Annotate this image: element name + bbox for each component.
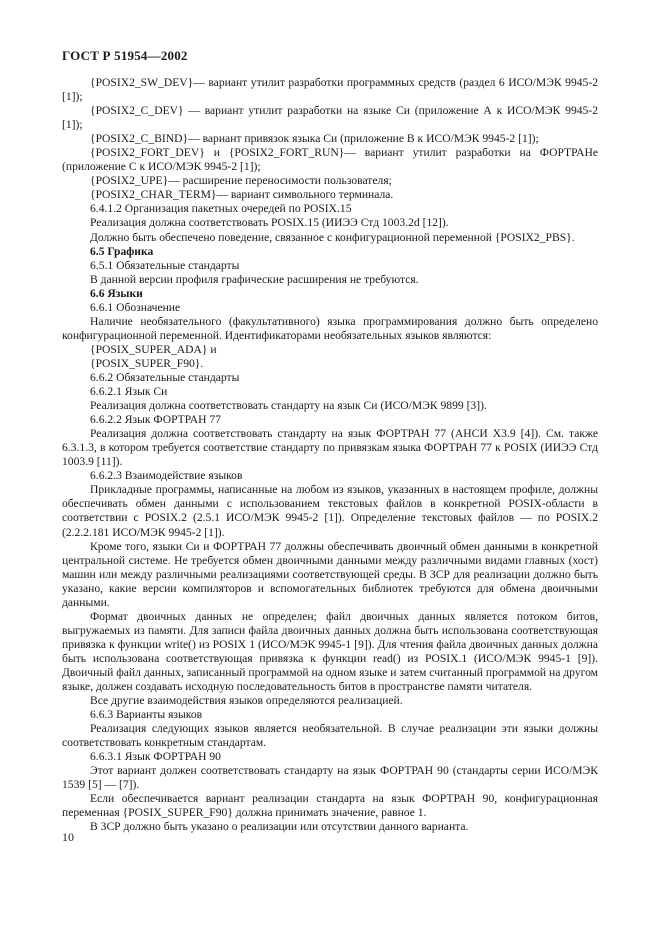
paragraph: Реализация должна соответствовать стандарту на язык ФОРТРАН 77 (АНСИ Х3.9 [4]). См. также 6.3.1.3, в котором требуется соответствие стандарту по привязкам языка ФОРТРАН 77 к POSIX (ИИЭЭ Стд 1003.9 [11]).: [62, 427, 598, 469]
subsection-heading: 6.6.2.3 Взаимодействие языков: [90, 469, 243, 483]
subsection-heading: 6.4.1.2 Организация пакетных очередей по POSIX.15: [90, 202, 352, 216]
paragraph: Реализация следующих языков является необязательной. В случае реализации эти языки должны соответствовать конкретным стандартам.: [62, 722, 598, 750]
paragraph: Если обеспечивается вариант реализации стандарта на язык ФОРТРАН 90, конфигурационная переменная {POSIX_SUPER_F90} должна принимать значение, равное 1.: [62, 792, 598, 820]
subsection-heading: 6.6.3.1 Язык ФОРТРАН 90: [90, 750, 221, 764]
paragraph: Все другие взаимодействия языков определяются реализацией.: [90, 694, 403, 708]
document-body: [62, 76, 598, 835]
paragraph: Кроме того, языки Си и ФОРТРАН 77 должны обеспечивать двоичный обмен данными в конкретной центральной системе. Не требуется обмен двоичными данными между различными видами главных (хост) машин или между различными реализациями соответствующей среды. В ЗСР для реализации должно быть указано, какие версии компиляторов и вспомогательных библиотек требуются для обмена двоичными данными.: [62, 539, 598, 609]
paragraph: В ЗСР должно быть указано о реализации или отсутствии данного варианта.: [90, 820, 469, 834]
paragraph: {POSIX_SUPER_F90}.: [90, 356, 204, 370]
subsection-heading: 6.6.3 Варианты языков: [90, 708, 203, 722]
paragraph: {POSIX2_FORT_DEV} и {POSIX2_FORT_RUN}— вариант утилит разработки на ФОРТРАНе (приложение С к ИСО/МЭК 9945-2 [1]);: [62, 146, 598, 174]
subsection-heading: 6.6.2.1 Язык Си: [90, 385, 168, 399]
paragraph: Наличие необязательного (факультативного) языка программирования должно быть определено конфигурационной переменной. Идентификаторами необязательных языков являются:: [62, 314, 598, 342]
subsection-heading: 6.6.1 Обозначение: [90, 300, 181, 314]
subsection-heading: 6.6.2 Обязательные стандарты: [90, 370, 240, 384]
document-header: ГОСТ Р 51954—2002: [62, 48, 188, 63]
paragraph: {POSIX2_UPE}— расширение переносимости пользователя;: [90, 174, 392, 188]
paragraph: Прикладные программы, написанные на любом из языков, указанных в настоящем профиле, должны обеспечивать обмен данными с использованием текстовых файлов в конкретной POSIX-области в соответствии с POSIX.2 (2.5.1 ИСО/МЭК 9945-2 [1]). Определение текстовых файлов — по POSIX.2 (2.2.2.181 ИСО/МЭК 9945-2 [1]).: [62, 483, 598, 539]
paragraph: Должно быть обеспечено поведение, связанное с конфигурационной переменной {POSIX2_PBS}.: [90, 230, 575, 244]
paragraph: Реализация должна соответствовать стандарту на язык Си (ИСО/МЭК 9899 [3]).: [90, 399, 487, 413]
subsection-heading: 6.5.1 Обязательные стандарты: [90, 258, 240, 272]
page-number: 10: [62, 830, 74, 844]
paragraph: Формат двоичных данных не определен; файл двоичных данных является потоком битов, выгружаемых из памяти. Для записи файла двоичных данных должна быть использована соответствующая привязка к функции write() из POSIX 1 (ИСО/МЭК 9945-1 [9]). Для чтения файла двоичных данных должна быть использована соответствующая привязка к функции read() из POSIX.1 (ИСО/МЭК 9945-1 [9]). Двоичный файл данных, записанный программой на одном языке и затем считанный программой на другом языке, должен создавать исходную последовательность битов в пространстве памяти читателя.: [62, 609, 598, 694]
subsection-heading: 6.6.2.2 Язык ФОРТРАН 77: [90, 413, 221, 427]
paragraph: {POSIX2_SW_DEV}— вариант утилит разработки программных средств (раздел 6 ИСО/МЭК 9945-2 [1]);: [62, 76, 598, 104]
paragraph: {POSIX2_C_DEV} — вариант утилит разработки на языке Си (приложение А к ИСО/МЭК 9945-2 [1]);: [62, 104, 598, 132]
section-heading: 6.5 Графика: [90, 244, 154, 258]
section-heading: 6.6 Языки: [90, 286, 143, 300]
paragraph: В данной версии профиля графические расширения не требуются.: [90, 272, 419, 286]
paragraph: {POSIX2_C_BIND}— вариант привязок языка Си (приложение В к ИСО/МЭК 9945-2 [1]);: [90, 132, 539, 146]
paragraph: Этот вариант должен соответствовать стандарту на язык ФОРТРАН 90 (стандарты серии ИСО/МЭК 1539 [5] — [7]).: [62, 764, 598, 792]
paragraph: {POSIX_SUPER_ADA} и: [90, 342, 217, 356]
paragraph: {POSIX2_CHAR_TERM}— вариант символьного терминала.: [90, 188, 394, 202]
paragraph: Реализация должна соответствовать POSIX.15 (ИИЭЭ Стд 1003.2d [12]).: [90, 216, 449, 230]
